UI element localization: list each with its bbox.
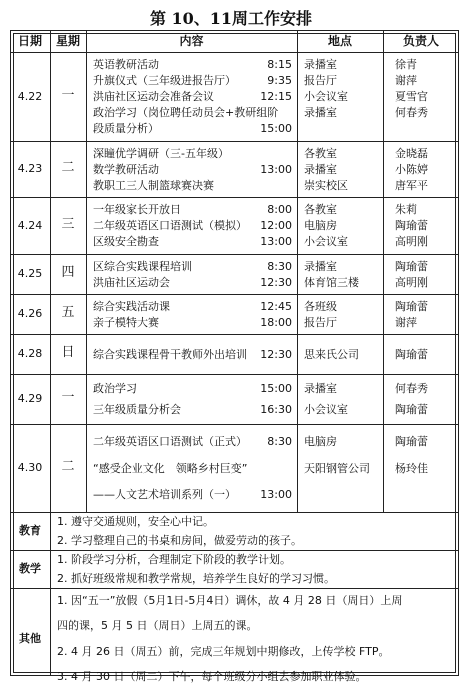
date-cell: 4.30 [17,461,43,474]
grid-line [458,30,459,676]
grid-line [297,30,298,512]
grid-line [50,512,51,676]
event-person: 杨玲佳 [395,461,428,475]
grid-line [10,294,459,295]
grid-line [10,30,459,31]
event-person: 徐青 [395,57,417,71]
event-text: 综合实践活动课 [93,299,170,313]
event-place: 体育馆三楼 [304,275,359,289]
date-cell: 4.24 [17,218,43,232]
event-person: 陶瑜蕾 [395,259,428,273]
event-place: 电脑房 [304,434,337,448]
event-person: 谢萍 [395,315,417,329]
event-place: 小会议室 [304,235,348,249]
event-person: 陶瑜蕾 [395,299,428,313]
event-time: 12:30 [260,275,292,289]
event-text: ——人文艺术培训系列（一） [93,488,236,502]
event-text: 区级安全勘查 [93,235,159,249]
event-text: 段质量分析） [93,122,159,136]
date-cell: 4.22 [17,89,43,103]
event-time: 8:00 [267,202,292,216]
event-place: 报告厅 [304,315,337,329]
grid-line [50,30,51,512]
event-person: 唐军平 [395,178,428,192]
event-person: 夏雪官 [395,90,428,103]
event-time: 12:45 [260,299,292,313]
weekday-cell: 日 [61,345,75,360]
event-text: “感受企业文化 领略乡村巨变” [93,461,248,475]
grid-line [383,30,384,512]
event-time: 12:15 [260,90,292,103]
date-cell: 4.25 [17,267,43,280]
column-header: 地点 [327,34,352,48]
event-place: 崇实校区 [304,178,348,192]
event-place: 录播室 [304,106,337,120]
event-place: 各教室 [304,202,337,216]
grid-line [10,141,459,142]
event-text: 综合实践课程骨干教师外出培训 [93,347,247,361]
grid-line [10,550,459,551]
event-place: 各教室 [304,146,337,160]
event-place: 小会议室 [304,403,348,416]
event-person: 何春秀 [395,382,428,395]
note-label: 教育 [19,524,41,537]
event-text: 二年级英语区口语测试（正式） [93,434,247,448]
grid-line [10,334,459,335]
note-line: 3. 4 月 30 日（周二）下午，每个班级分小组去参加职业体验。 [57,669,367,683]
column-header: 日期 [17,34,42,48]
note-line: 2. 学习整理自己的书桌和房间，做爱劳动的孩子。 [57,534,302,547]
event-place: 报告厅 [304,73,337,87]
event-text: 三年级质量分析会 [93,403,181,416]
weekday-cell: 一 [61,87,75,103]
note-line: 1. 阶段学习分析，合理制定下阶段的教学计划。 [57,553,291,566]
weekday-cell: 二 [61,160,75,175]
event-text: 教职工三人制篮球赛决赛 [93,178,214,192]
event-text: 洪庙社区运动会 [93,275,170,289]
event-time: 15:00 [260,382,292,395]
event-time: 8:30 [267,434,292,448]
event-text: 政治学习 [93,382,137,395]
event-person: 小陈婷 [395,162,428,176]
event-place: 录播室 [304,162,337,176]
event-time: 13:00 [260,162,292,176]
grid-line [10,374,459,375]
grid-line [10,424,459,425]
grid-line [10,588,459,589]
event-text: 深瞳优学调研（三-五年级） [93,146,229,160]
weekday-cell: 二 [61,459,75,474]
grid-line [10,512,459,513]
grid-line [10,254,459,255]
event-place: 录播室 [304,57,337,71]
event-time: 8:15 [267,57,292,71]
event-time: 12:30 [260,347,292,361]
event-time: 16:30 [260,403,292,416]
event-person: 陶瑜蕾 [395,219,428,232]
event-time: 13:00 [260,488,292,502]
weekday-cell: 五 [61,305,75,320]
grid-line [10,197,459,198]
event-time: 15:00 [260,122,292,136]
event-text: 升旗仪式（三年级进报告厅） [93,73,236,87]
event-place: 思来氏公司 [304,347,359,361]
column-header: 星期 [55,34,80,48]
grid-line [455,33,456,673]
date-cell: 4.26 [17,307,43,320]
weekday-cell: 一 [61,390,75,405]
note-line: 1. 因“五一”放假（5月1日-5月4日）调休，故 4 月 28 日（周日）上周 [57,594,403,608]
event-person: 高明刚 [395,275,428,289]
page-title: 第 10、11周工作安排 [149,9,313,28]
event-text: 一年级家长开放日 [93,202,181,216]
event-place: 小会议室 [304,90,348,103]
event-place: 天阳钢管公司 [304,461,370,475]
event-place: 录播室 [304,382,337,395]
note-line: 1. 遵守交通规则，安全心中记。 [57,515,214,528]
event-time: 9:35 [267,73,292,87]
grid-line [10,52,459,53]
event-person: 陶瑜蕾 [395,347,428,361]
event-text: 亲子模特大赛 [93,315,159,329]
event-time: 13:00 [260,235,292,249]
column-header: 负责人 [402,34,439,48]
event-place: 录播室 [304,259,337,273]
weekday-cell: 四 [61,265,75,280]
event-text: 英语教研活动 [93,57,159,71]
date-cell: 4.23 [17,162,43,175]
note-line: 2. 4 月 26 日（周五）前，完成三年规划中期修改，上传学校 FTP。 [57,644,390,658]
event-place: 电脑房 [304,219,337,232]
weekday-cell: 三 [61,216,75,232]
event-person: 何春秀 [395,106,428,120]
event-text: 数学教研活动 [93,162,159,176]
event-person: 金晓磊 [395,146,428,160]
event-time: 18:00 [260,315,292,329]
event-text: 二年级英语区口语测试（模拟） [93,219,247,232]
event-text: 洪庙社区运动会准备会议 [93,90,214,103]
note-label: 教学 [19,562,41,575]
event-person: 陶瑜蕾 [395,403,428,416]
event-place: 各班级 [304,299,337,313]
event-text: 政治学习（岗位聘任动员会+教研组阶 [93,106,279,120]
event-person: 朱莉 [395,202,417,216]
event-person: 高明刚 [395,235,428,249]
date-cell: 4.29 [17,392,43,405]
date-cell: 4.28 [17,347,43,360]
event-person: 陶瑜蕾 [395,434,428,448]
note-line: 2. 抓好班级常规和教学常规，培养学生良好的学习习惯。 [57,572,335,585]
event-person: 谢萍 [395,73,417,87]
event-time: 12:00 [260,219,292,232]
column-header: 内容 [179,34,204,48]
note-label: 其他 [19,631,41,645]
schedule-table [10,30,459,683]
note-line: 四的课，5 月 5 日（周日）上周五的课。 [57,619,258,633]
grid-line [86,30,87,512]
event-time: 8:30 [267,259,292,273]
event-text: 区综合实践课程培训 [93,259,192,273]
